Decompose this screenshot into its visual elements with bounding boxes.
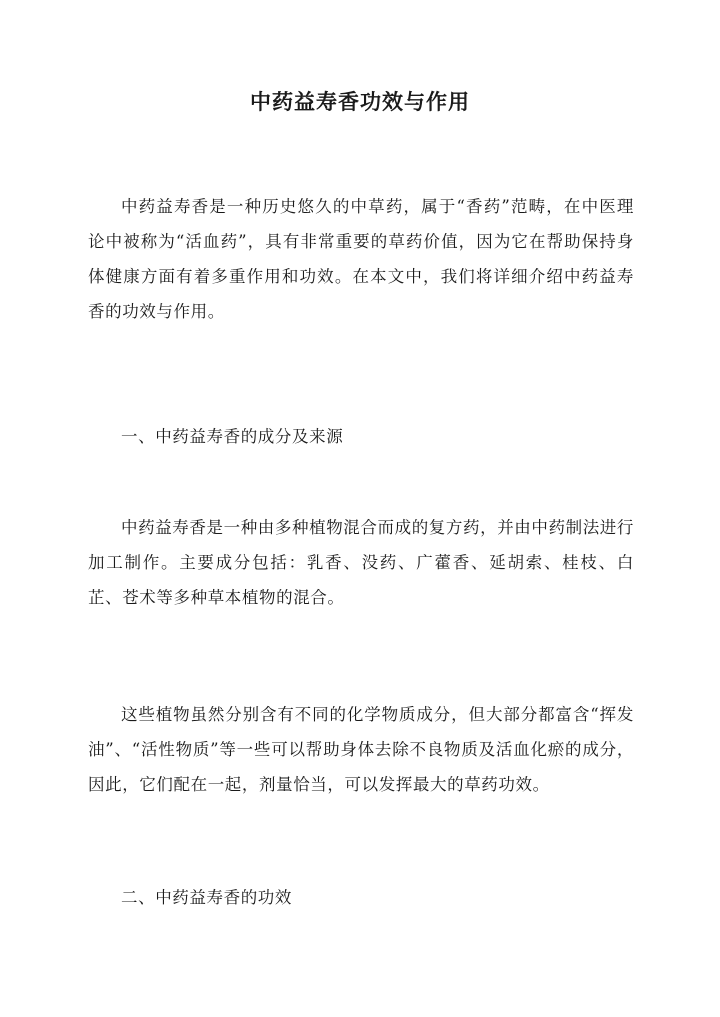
intro-paragraph: 中药益寿香是一种历史悠久的中草药，属于“香药”范畴，在中医理论中被称为“活血药”，具有非常重要的草药价值，因为它在帮助保持身体健康方面有着多重作用和功效。在本文中，我们将详细介绍中药益寿香的功效与作用。 bbox=[88, 197, 634, 321]
chemistry-paragraph: 这些植物虽然分别含有不同的化学物质成分，但大部分都富含“挥发油”、“活性物质”等一些可以帮助身体去除不良物质及活血化瘀的成分，因此，它们配在一起，剂量恰当，可以发挥最大的草药功效。 bbox=[88, 705, 634, 794]
document-title: 中药益寿香功效与作用 bbox=[250, 89, 470, 114]
section-heading-ingredients: 一、中药益寿香的成分及来源 bbox=[121, 427, 344, 446]
section-heading-effects: 二、中药益寿香的功效 bbox=[121, 888, 292, 907]
ingredients-paragraph: 中药益寿香是一种由多种植物混合而成的复方药，并由中药制法进行加工制作。主要成分包括：乳香、没药、广藿香、延胡索、桂枝、白芷、苍术等多种草本植物的混合。 bbox=[88, 518, 634, 607]
